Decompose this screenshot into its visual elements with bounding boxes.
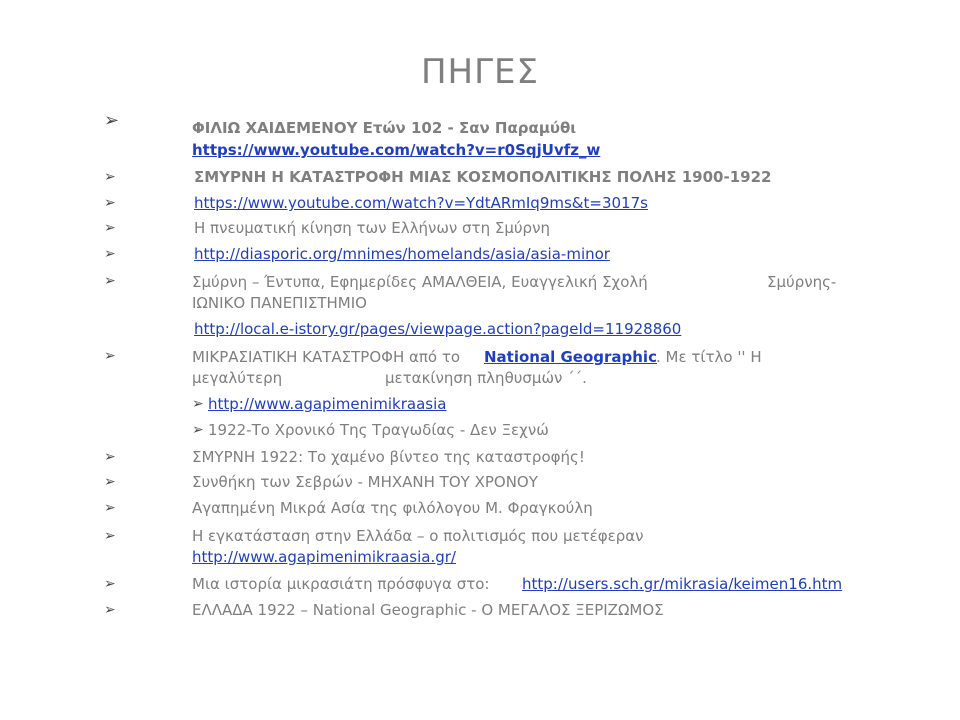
bullet-arrow-icon: ➢ <box>104 500 116 516</box>
bullet-arrow-icon: ➢ <box>104 474 116 490</box>
page-title: ΠΗΓΕΣ <box>420 52 540 92</box>
bullet-arrow-icon: ➢ <box>192 422 204 438</box>
list-item-text: ΣΜΥΡΝΗ Η ΚΑΤΑΣΤΡΟΦΗ ΜΙΑΣ ΚΟΣΜΟΠΟΛΙΤΙΚΗΣ ΠΟΛΗΣ 1900-1922 <box>194 168 772 186</box>
list-item-text: μεγαλύτερη <box>192 369 283 387</box>
bullet-arrow-icon: ➢ <box>104 110 120 131</box>
national-geographic-link[interactable]: National Geographic <box>484 348 657 366</box>
bullet-arrow-icon: ➢ <box>104 576 116 592</box>
bullet-arrow-icon: ➢ <box>104 273 116 289</box>
bullet-arrow-icon: ➢ <box>104 169 116 185</box>
bullet-arrow-icon: ➢ <box>192 396 204 412</box>
list-item-text: ΜΙΚΡΑΣΙΑΤΙΚΗ ΚΑΤΑΣΤΡΟΦΗ από το <box>192 348 461 366</box>
list-item-text: . Με τίτλο '' Η <box>656 348 762 366</box>
list-item-link[interactable]: https://www.youtube.com/watch?v=r0SqjUvfz_w <box>192 141 601 159</box>
list-item-text: Η πνευματική κίνηση των Ελλήνων στη Σμύρνη <box>194 219 550 237</box>
bullet-arrow-icon: ➢ <box>104 602 116 618</box>
bullet-arrow-icon: ➢ <box>104 220 116 236</box>
list-item-link[interactable]: http://www.agapimenimikraasia <box>208 395 447 413</box>
list-item-text: 1922-Το Χρονικό Της Τραγωδίας - Δεν Ξεχνώ <box>208 421 549 439</box>
list-item-link[interactable]: http://www.agapimenimikraasia.gr/ <box>192 548 456 566</box>
list-item-text: Συνθήκη των Σεβρών - ΜΗΧΑΝΗ ΤΟΥ ΧΡΟΝΟΥ <box>192 473 538 491</box>
list-item-text: ΙΩΝΙΚΟ ΠΑΝΕΠΙΣΤΗΜΙΟ <box>192 294 367 312</box>
bullet-arrow-icon: ➢ <box>104 449 116 465</box>
list-item-text: Σμύρνη – Έντυπα, Εφημερίδες ΑΜΑΛΘΕΙΑ, Ευαγγελική Σχολή <box>192 273 648 291</box>
list-item-link[interactable]: https://www.youtube.com/watch?v=YdtARmIq9ms&t=3017s <box>194 194 648 212</box>
list-item-text: ΕΛΛΑΔΑ 1922 – National Geographic - Ο ΜΕΓΑΛΟΣ ΞΕΡΙΖΩΜΟΣ <box>192 601 664 619</box>
list-item-text: Σμύρνης- <box>767 273 837 291</box>
bullet-arrow-icon: ➢ <box>104 348 116 364</box>
list-item-text: Αγαπημένη Μικρά Ασία της φιλόλογου Μ. Φραγκούλη <box>192 499 593 517</box>
bullet-arrow-icon: ➢ <box>104 246 116 262</box>
bullet-arrow-icon: ➢ <box>104 195 116 211</box>
list-item-text: ΣΜΥΡΝΗ 1922: Το χαμένο βίντεο της καταστροφής! <box>192 448 585 466</box>
list-item-link[interactable]: http://local.e-istory.gr/pages/viewpage.action?pageId=11928860 <box>194 320 682 338</box>
list-item-link[interactable]: http://diasporic.org/mnimes/homelands/asia/asia-minor <box>194 245 610 263</box>
list-item-text: Μια ιστορία μικρασιάτη πρόσφυγα στο: <box>192 575 490 593</box>
list-item-link[interactable]: http://users.sch.gr/mikrasia/keimen16.htm <box>522 575 843 593</box>
list-item-text: Η εγκατάσταση στην Ελλάδα – ο πολιτισμός που μετέφεραν <box>192 527 644 545</box>
list-item-text: ΦΙΛΙΩ ΧΑΙΔΕΜΕΝΟΥ Ετών 102 - Σαν Παραμύθι <box>192 119 577 137</box>
bullet-arrow-icon: ➢ <box>104 528 116 544</box>
list-item-text: μετακίνηση πληθυσμών ΄΄. <box>385 369 587 387</box>
